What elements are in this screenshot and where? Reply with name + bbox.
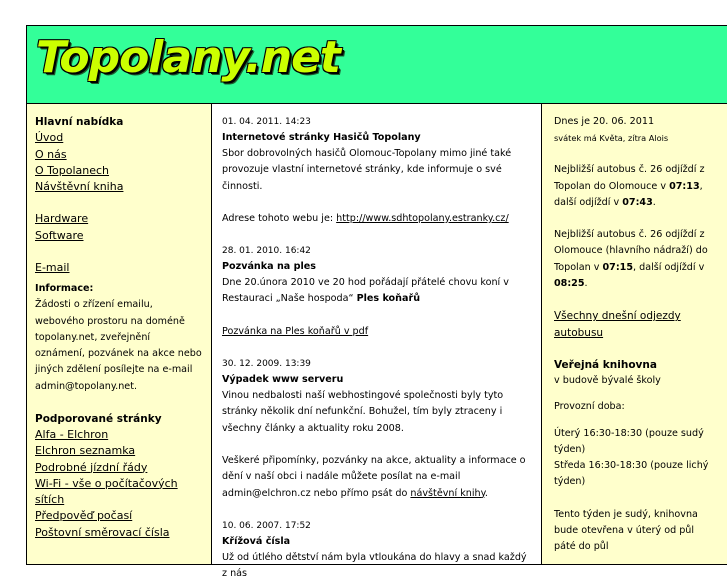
news-pdf [222,324,531,340]
hours-title: Provozní doba: [554,401,625,413]
news-title: Křížová čísla [222,535,291,547]
supported-link-pocasi[interactable]: Předpověď počasí [35,509,133,523]
page-frame [26,25,727,580]
today-date: Dnes je 20. 06. 2011 [554,116,655,127]
nav-link-email[interactable]: E-mail [35,260,70,274]
news-title: Internetové stránky Hasičů Topolany [222,132,421,143]
nav-link-uvod[interactable]: Úvod [35,131,64,145]
supported-link-psc[interactable]: Poštovní směrovací čísla [35,525,170,539]
news-column [212,104,542,580]
news-date: 28. 01. 2010. 16:42 [222,246,311,257]
news-text: Vinou nedbalosti naší webhostingové společnosti byly tyto stránky několik dní nefunkční. Bohužel, tím byly ztraceny i všechny články a aktuality roku 2008. [222,390,504,434]
news-text: Veškeré připomínky, pozvánky na akce, aktuality a informace o dění v naší obci i nadále můžete posílat na e-mail admin@elchron.cz nebo přímo psát do návštěvní knihy. [222,454,526,499]
news-title: Pozvánka na ples [222,261,316,273]
nav-link-navstevni-kniha[interactable]: Návštěvní kniha [35,180,124,194]
news-text: Už od útlého dětství nám byla vtloukána do hlavy a snad každý z nás [222,551,527,580]
library-title: Veřejná knihovna [554,358,657,371]
all-departures-link[interactable]: Všechny dnešní odjezdy autobusu [554,310,681,339]
week-note: Tento týden je sudý, knihovna bude otevřena v úterý od půl páté do půl [554,508,698,553]
guestbook-link[interactable]: návštěvní knihy [410,487,485,499]
news-title: Výpadek www serveru [222,374,344,386]
supported-link-wifi[interactable]: Wi-Fi - vše o počítačových sítích [35,476,178,507]
right-sidebar [542,104,727,564]
news-date: 30. 12. 2009. 13:39 [222,359,311,370]
nav-link-o-nas[interactable]: O nás [35,147,67,161]
left-sidebar [27,104,212,564]
bus-from-topolany: Nejbližší autobus č. 26 odjíždí z Topolan do Olomouce v 07:13, další odjíždí v 07:43. [554,164,705,208]
sdh-website-link[interactable]: http://www.sdhtopolany.estranky.cz/ [336,212,509,224]
site-header [27,26,727,104]
nameday: svátek má Květa, zítra Alois [554,133,669,144]
nav-link-hardware[interactable]: Hardware [35,212,89,226]
news-text: Dne 20.února 2010 ve 20 hod pořádají přátelé chovu koní v Restauraci „Naše hospoda“ Ples koňařů [222,277,509,305]
supported-sites-title: Podporované stránky [35,412,162,425]
supported-link-alfa-elchron[interactable]: Alfa - Elchron [35,427,109,441]
info-title: Informace: [35,283,94,295]
supported-link-jizdni-rady[interactable]: Podrobné jízdní řády [35,460,148,474]
nav-link-software[interactable]: Software [35,228,84,242]
news-text: Sbor dobrovolných hasičů Olomouc-Topolany mimo jiné také provozuje vlastní internetové stránky, kde informuje o své činnosti. [222,148,512,192]
hours-tuesday: Úterý 16:30-18:30 (pouze sudý týden) [554,427,704,455]
nav-link-o-topolanech[interactable]: O Topolanech [35,163,110,177]
news-date: 01. 04. 2011. 14:23 [222,117,311,127]
bus-from-olomouc: Nejbližší autobus č. 26 odjíždí z Olomouce (hlavního nádraží) do Topolan v 07:15, další odjíždí v 08:25. [554,229,708,290]
news-date: 10. 06. 2007. 17:52 [222,520,311,531]
supported-link-elchron-seznamka[interactable]: Elchron seznamka [35,444,136,458]
library-location: v budově bývalé školy [554,374,661,386]
main-menu-title: Hlavní nabídka [35,116,124,128]
hours-wednesday: Středa 16:30-18:30 (pouze lichý týden) [554,460,709,488]
ples-pdf-link[interactable]: Pozvánka na Ples koňařů v pdf [222,325,369,337]
info-text: Žádosti o zřízení emailu, webového prostoru na doméně topolany.net, zveřejnění oznámení, pozvánek na akce nebo jiných zdělení posílejte na e-mail admin@topolany.net. [35,299,202,392]
news-address: Adrese tohoto webu je: http://www.sdhtopolany.estranky.cz/ [222,212,509,224]
site-logo[interactable]: Topolany.net [36,32,340,83]
